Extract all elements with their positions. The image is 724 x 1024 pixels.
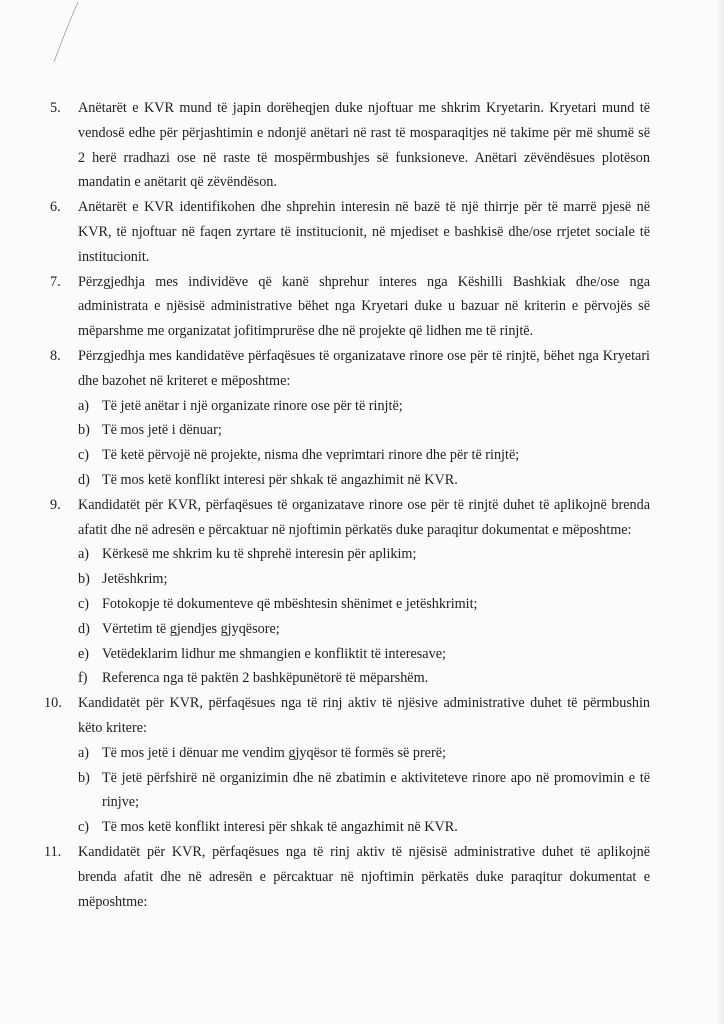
list-item [44, 691, 650, 840]
item-text: Kandidatët për KVR, përfaqësues nga të rinj aktiv të njësive administrative duhet të përmbushin këto kritere: [78, 695, 650, 736]
sub-item [78, 542, 650, 567]
sub-text: Të mos ketë konflikt interesi për shkak të angazhimit në KVR. [102, 471, 458, 488]
list-item [50, 270, 650, 344]
sub-text: Jetëshkrim; [102, 571, 168, 588]
sub-text: Referenca nga të paktën 2 bashkëpunëtorë të mëparshëm. [102, 670, 429, 687]
sub-item [78, 418, 650, 443]
item-number: 9. [50, 496, 61, 513]
sub-list [78, 542, 650, 691]
sub-letter: f) [78, 670, 88, 687]
sub-list [78, 741, 650, 840]
sub-letter: a) [78, 744, 90, 761]
list-item [50, 493, 650, 691]
item-text: Kandidatët për KVR, përfaqësues të organizatave rinore ose për të rinjtë duhet të aplikojnë brenda afatit dhe në adresën e përcaktuar në njoftimin përkatës duke paraqitur dokumentat e mëposhtme: [78, 496, 650, 538]
sub-letter: b) [78, 571, 90, 588]
sub-text: Fotokopje të dokumenteve që mbështesin shënimet e jetëshkrimit; [102, 595, 478, 612]
sub-letter: c) [78, 595, 90, 612]
list-item [44, 840, 650, 914]
item-number: 7. [50, 273, 61, 290]
scan-edge-shadow [716, 0, 724, 1024]
item-text: Përzgjedhja mes kandidatëve përfaqësues të organizatave rinore ose për të rinjtë, bëhet nga Kryetari dhe bazohet në kriteret e mëposhtme: [78, 347, 650, 389]
sub-text: Të mos jetë i dënuar me vendim gjyqësor të formës së prerë; [102, 744, 446, 761]
item-number: 8. [50, 347, 61, 364]
sub-item [78, 666, 650, 691]
sub-letter: b) [78, 422, 90, 439]
sub-item [78, 741, 650, 766]
sub-text: Të mos jetë i dënuar; [102, 422, 222, 439]
list-item [50, 96, 650, 195]
item-text: Kandidatët për KVR, përfaqësues nga të rinj aktiv të njësisë administrative duhet të aplikojnë brenda afatit dhe në adresën e përcaktuar në njoftimin përkatës duke paraqitur dokumentat e mëposhtme: [78, 843, 650, 910]
item-number: 10. [44, 695, 62, 712]
sub-letter: c) [78, 447, 90, 464]
scan-mark [20, 0, 80, 70]
sub-item [78, 394, 650, 419]
sub-letter: d) [78, 471, 90, 488]
sub-item [78, 617, 650, 642]
sub-letter: a) [78, 546, 90, 563]
list-item [50, 344, 650, 493]
document-body [44, 96, 650, 914]
sub-item [78, 766, 650, 816]
sub-letter: c) [78, 819, 90, 836]
sub-item [78, 642, 650, 667]
sub-item [78, 468, 650, 493]
sub-text: Vërtetim të gjendjes gjyqësore; [102, 620, 280, 637]
sub-text: Të jetë anëtar i një organizate rinore ose për të rinjtë; [102, 397, 403, 414]
item-number: 6. [50, 199, 61, 216]
sub-item [78, 443, 650, 468]
sub-text: Të jetë përfshirë në organizimin dhe në zbatimin e aktiviteteve rinore apo në promovimin e të rinjve; [102, 769, 650, 811]
sub-item [78, 815, 650, 840]
item-number: 11. [44, 843, 62, 860]
sub-list [78, 394, 650, 493]
item-text: Anëtarët e KVR mund të japin dorëheqjen duke njoftuar me shkrim Kryetarin. Kryetari mund të vendosë edhe për përjashtimin e ndonjë anëtari në rast të mosparaqitjes në takime për më shumë së 2 herë rradhazi ose në raste të mospërmbushjes së funksioneve. Anëtari zëvëndësues plotëson mandatin e anëtarit që zëvëndëson. [78, 100, 650, 191]
sub-text: Të mos ketë konflikt interesi për shkak të angazhimit në KVR. [102, 819, 458, 836]
sub-item [78, 567, 650, 592]
sub-letter: e) [78, 645, 90, 662]
sub-text: Vetëdeklarim lidhur me shmangien e konfliktit të interesave; [102, 645, 446, 662]
item-number: 5. [50, 100, 61, 116]
list-item [50, 195, 650, 269]
sub-item [78, 592, 650, 617]
item-text: Anëtarët e KVR identifikohen dhe shprehin interesin në bazë të një thirrje për të marrë pjesë në KVR, të njoftuar në faqen zyrtare të institucionit, në mjediset e bashkisë dhe/ose rrjetet sociale të institucionit. [78, 199, 650, 265]
sub-text: Kërkesë me shkrim ku të shprehë interesin për aplikim; [102, 546, 417, 563]
item-text: Përzgjedhja mes individëve që kanë shprehur interes nga Këshilli Bashkiak dhe/ose nga administrata e njësisë administrative bëhet nga Kryetari duke u bazuar në kriterin e përvojës së mëparshme me organizatat jofitimprurëse dhe në projekte që lidhen me të rinjtë. [78, 273, 650, 340]
sub-letter: b) [78, 769, 90, 786]
sub-text: Të ketë përvojë në projekte, nisma dhe veprimtari rinore dhe për të rinjtë; [102, 447, 520, 464]
sub-letter: d) [78, 620, 90, 637]
sub-letter: a) [78, 397, 90, 414]
